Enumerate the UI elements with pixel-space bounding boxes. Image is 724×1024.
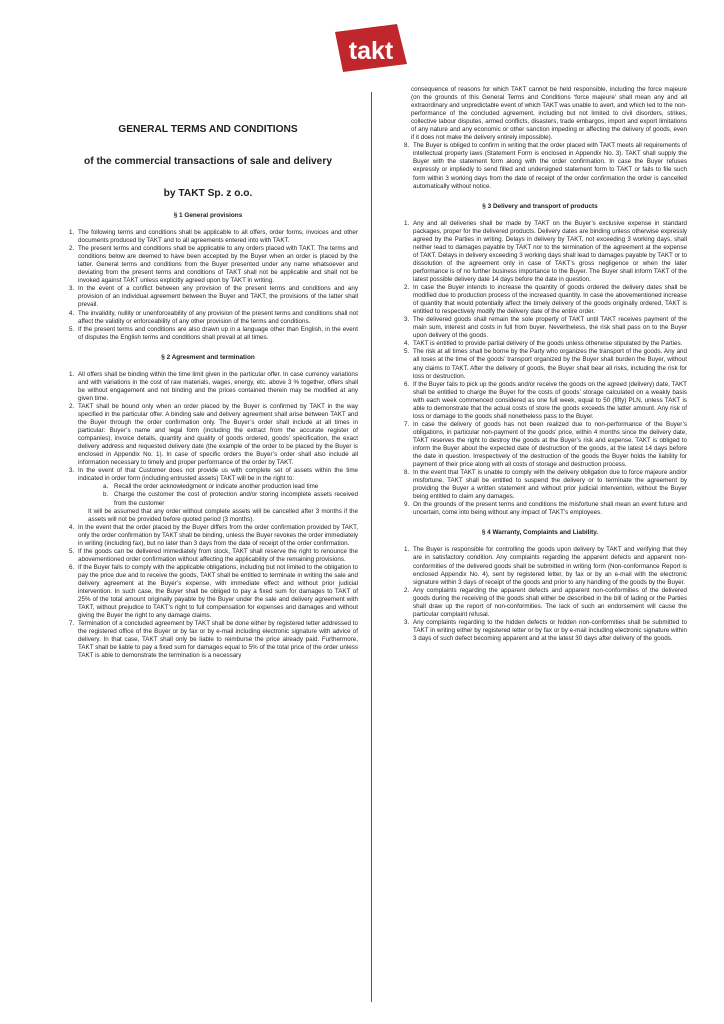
sub-list-item: a. Recall the order acknowledgment or indicate another production lead time — [110, 483, 358, 491]
section-2-list — [58, 371, 358, 661]
list-item: 5. The risk at all times shall be borne by the Party who organizes the transport of the goods. Any and all loses at the time of the goods’ transport organized by the Buyer shall burden the Buyer, without any claims to TAKT. After the delivery of goods, the Buyer shall bear all risks, including the risk for loss or destruction. — [411, 348, 687, 380]
section-1-heading: § 1 General provisions — [173, 212, 243, 219]
sub-list-item: b. Charge the customer the cost of protection and/or storing incomplete assets received from the customer — [110, 491, 358, 507]
section-3-list — [393, 220, 687, 518]
list-item: 5. If the present terms and conditions are also drawn up in a language other than English, in the event of disputes the English terms and conditions shall prevail at all times. — [76, 326, 358, 342]
list-item: 2. Any complaints regarding the apparent defects and apparent non-conformities of the delivered goods during the receiving of the goods shall either be described in the bill of lading or the Parties shall draw up the report of non-conformities. The lack of such an endorsement will cause the particular complaint refusal. — [411, 587, 687, 619]
list-item — [76, 467, 358, 523]
takt-logo — [331, 24, 409, 72]
list-item: 8. In the event that TAKT is unable to comply with the delivery obligation due to force majeure and/or misfortune, TAKT shall be entitled to suspend the delivery or to terminate the agreement by providing the Buyer a written statement and without prior judicial intervention, without the Buyer being entitled to claim any damages. — [411, 469, 687, 501]
right-column — [393, 86, 687, 643]
document-subtitle: of the commercial transactions of sale and delivery — [84, 156, 332, 167]
column-divider — [371, 92, 372, 1002]
list-item: 3. The delivered goods shall remain the sole property of TAKT until TAKT receives payment of the main sum, interest and costs in full from buyer. Nevertheless, the risk shall pass on to the Buyer upon delivery of the goods. — [411, 316, 687, 340]
document-title: GENERAL TERMS AND CONDITIONS — [118, 124, 298, 135]
svg-text:takt: takt — [348, 37, 394, 65]
list-item: 2. The present terms and conditions shall be applicable to any orders placed with TAKT. The terms and conditions below are deemed to have been accepted by the Buyer when an order is placed by the latter. General terms and conditions from the Buyer presented under any name whatsoever and deviating from the present terms and conditions of TAKT shall not be applicable and shall not be invoked against TAKT unless explicitly agreed upon by TAKT in writing. — [76, 245, 358, 285]
list-item: 1. The following terms and conditions shall be applicable to all offers, order forms, invoices and other documents produced by TAKT and to all agreements entered into with TAKT. — [76, 229, 358, 245]
document-company: by TAKT Sp. z o.o. — [163, 188, 253, 199]
list-item-text: In the event of that Customer does not provide us with complete set of assets within the time indicated in order form (including entrusted assets) TAKT will be in the right to: — [78, 467, 358, 483]
list-item-note: It will be assumed that any order without complete assets will be cancelled after 3 months if the assets will not be provided before quoted period (3 months). — [88, 507, 358, 523]
section-4-heading: § 4 Warranty, Complaints and Liability. — [481, 529, 599, 537]
list-item: 6. If the Buyer fails to comply with the applicable obligations, including but not limited to the obligation to pay the price due and to receive the goods, TAKT shall be entitled to terminate in writing the sale and delivery agreement at the Buyer’s expense, with immediate effect and without prior judicial intervention. In such case, the Buyer shall be obliged to pay a fixed sum for damages to TAKT of 25% of the total amount originally payable by the Buyer under the sale and delivery agreement with TAKT, without prejudice to TAKT’s right to full compensation for expenses and damages and without giving the Buyer the right to any damage claims. — [76, 564, 358, 620]
list-item: 4. The invalidity, nullity or unenforceability of any provision of the present terms and conditions shall not affect the validity or enforceability of any other provision of the terms and conditions. — [76, 310, 358, 326]
takt-logo-graphic — [331, 24, 409, 72]
list-item: 6. If the Buyer fails to pick up the goods and/or receive the goods on the agreed (delivery) date, TAKT shall be entitled to charge the Buyer for the costs of goods’ storage calculated on a weakly basis with each week commenced considered as one full week, equal to 50 (fifty) PLN, unless TAKT is able to demonstrate that the actual costs of store the goods exceeds the latter amount. Any risk of loss or damage to the goods shall nonetheless pass to the Buyer. — [411, 381, 687, 421]
list-item: 9. On the grounds of the present terms and conditions the misfortune shall mean an event future and uncertain, come into being without any impact of TAKT’s employees. — [411, 501, 687, 517]
section-1-list — [58, 229, 358, 342]
section-2-list-continued — [393, 142, 687, 190]
list-item: 2. In case the Buyer intends to increase the quantity of goods ordered the delivery dates shall be modified due to production process of the increased quantity. In case the abovementioned increase of quantity that would potentially affect the timely delivery of the goods originally ordered, TAKT is entitled to respectively modify the delivery date of the entire order. — [411, 284, 687, 316]
list-item: 3. In the event of a conflict between any provision of the present terms and conditions and any provision of an individual agreement between the Buyer and TAKT, the provisions of the latter shall prevail. — [76, 285, 358, 309]
left-column — [58, 92, 358, 660]
list-item: 1. All offers shall be binding within the time limit given in the particular offer. In case currency variations and with variations in the cost of raw materials, wages, energy, etc. above 3 % together, offers shall be without engagement and not binding and the prices contained therein may be modified at any given time. — [76, 371, 358, 403]
list-item: 1. The Buyer is responsible for controlling the goods upon delivery by TAKT and verifying that they are in satisfactory condition. Any complaints regarding the apparent defects and apparent non-conformities of the delivered goods shall be submitted in writing form (Non-conformance Report is enclosed Appendix No. 4), sent by registered letter, by fax or by an e-mail with the electronic signature within 3 days of receipt of the goods and prior to any handling of the goods by the Buyer. — [411, 546, 687, 586]
list-item: 1. Any and all deliveries shall be made by TAKT on the Buyer’s exclusive expense in standard packages, proper for the delivered products. Delivery dates are binding unless otherwise expressly agreed by the Parties in writing. Delays in delivery by TAKT, not exceeding 3 working days, shall neither lead to damages payable by TAKT nor to the termination of the agreement at the expense of TAKT. Delays in delivery exceeding 3 working days shall lead to damages payable by TAKT or to dissolution of the agreement only in case of TAKT’s gross negligence or when the later performance is of no further business importance to the Buyer. The Buyer shall inform TAKT of the latest possible delivery date 14 days before the date in question. — [411, 220, 687, 284]
list-item: 7. Termination of a concluded agreement by TAKT shall be done either by registered letter addressed to the registered office of the Buyer or by fax or by e-mail including electronic signature with advice of delivery. In that case, TAKT shall only be liable to reimburse the price already paid. Furthermore, TAKT shall be liable to pay a fixed sum for damages equal to 5% of the total price of the order unless TAKT is able to demonstrate the termination is a necessary — [76, 620, 358, 660]
section-2-heading: § 2 Agreement and termination — [161, 353, 255, 361]
list-item-continuation: consequence of reasons for which TAKT cannot be held responsible, including the force majeure (on the grounds of this General Terms and Conditions ‘force majeure’ shall mean any and all extraordinary and unpredictable event of which TAKT was unable to avert, and which led to the non-performance of the concluded agreement, including but not limited to civil disorders, strikes, collective labour disputes, armed conflicts, disasters, trade embargos, import and export limitations of any nature and any economic or other sanction impeding or affecting the delivery of goods, even if it does not make the delivery entirely impossible). — [411, 86, 687, 142]
list-item: 3. Any complaints regarding to the hidden defects or hidden non-conformities shall be submitted to TAKT in writing either by registered letter or by fax or by e-mail including electronic signature within 3 days of such defect becoming apparent and at the latest 30 days after delivery of the goods. — [411, 619, 687, 643]
list-item: 4. TAKT is entitled to provide partial delivery of the goods unless otherwise stipulated by the Parties. — [411, 340, 687, 348]
list-item: 8. The Buyer is obliged to confirm in writing that the order placed with TAKT meets all requirements of intellectual property laws (Statement Form is enclosed in Appendix No. 3). TAKT shall supply the Buyer with the statement form along with the order confirmation. In case the Buyer refuses expressly or impliedly to send filled and undersigned statement form to TAKT or fails to file such form within 3 working days from the date of receipt of the order confirmation the order is cancelled automatically without notice. — [411, 142, 687, 190]
list-item: 7. In case the delivery of goods has not been realized due to non-performance of the Buyer’s obligations, in particular non-payment of the goods’ price, within 4 months since the delivery date, TAKT reserves the right to destroy the goods at the Buyer’s risk and expense. TAKT is obliged to inform the Buyer about the expected date of destruction of the goods, at the latest 14 days before the date in question. Irrespectively of the destruction of the goods the Buyer holds the liability for payment of their price along with all costs of storage and destruction process. — [411, 421, 687, 469]
section-4-list — [393, 546, 687, 643]
list-item: 5. If the goods can be delivered immediately from stock, TAKT shall reserve the right to renounce the abovementioned order confirmation without affecting the applicability of the remaining provisions. — [76, 548, 358, 564]
sub-list — [88, 483, 358, 507]
section-3-heading: § 3 Delivery and transport of products — [482, 202, 598, 210]
list-item: 2. TAKT shall be bound only when an order placed by the Buyer is confirmed by TAKT in the way specified in the particular offer. A binding sale and delivery agreement shall arise between TAKT and the Buyer through the order confirmation only. The Buyer’s order shall include at all times in particular: Buyer’s name and legal form (including the extract from the accurate register of companies), invoice details, quantity and quality of goods ordered, goods’ specification, the exact delivery address and requested delivery date (the example of the order to be placed by the Buyer is enclosed in Appendix No. 1). In case of specific orders the Buyer’s order shall also include all information necessary to timely and proper performance of the order by TAKT. — [76, 403, 358, 467]
list-item: 4. In the event that the order placed by the Buyer differs from the order confirmation provided by TAKT, only the order confirmation by TAKT shall be binding, unless the Buyer revokes the order immediately in writing (including fax), but no later than 3 days from the date of receipt of the order confirmation. — [76, 524, 358, 548]
